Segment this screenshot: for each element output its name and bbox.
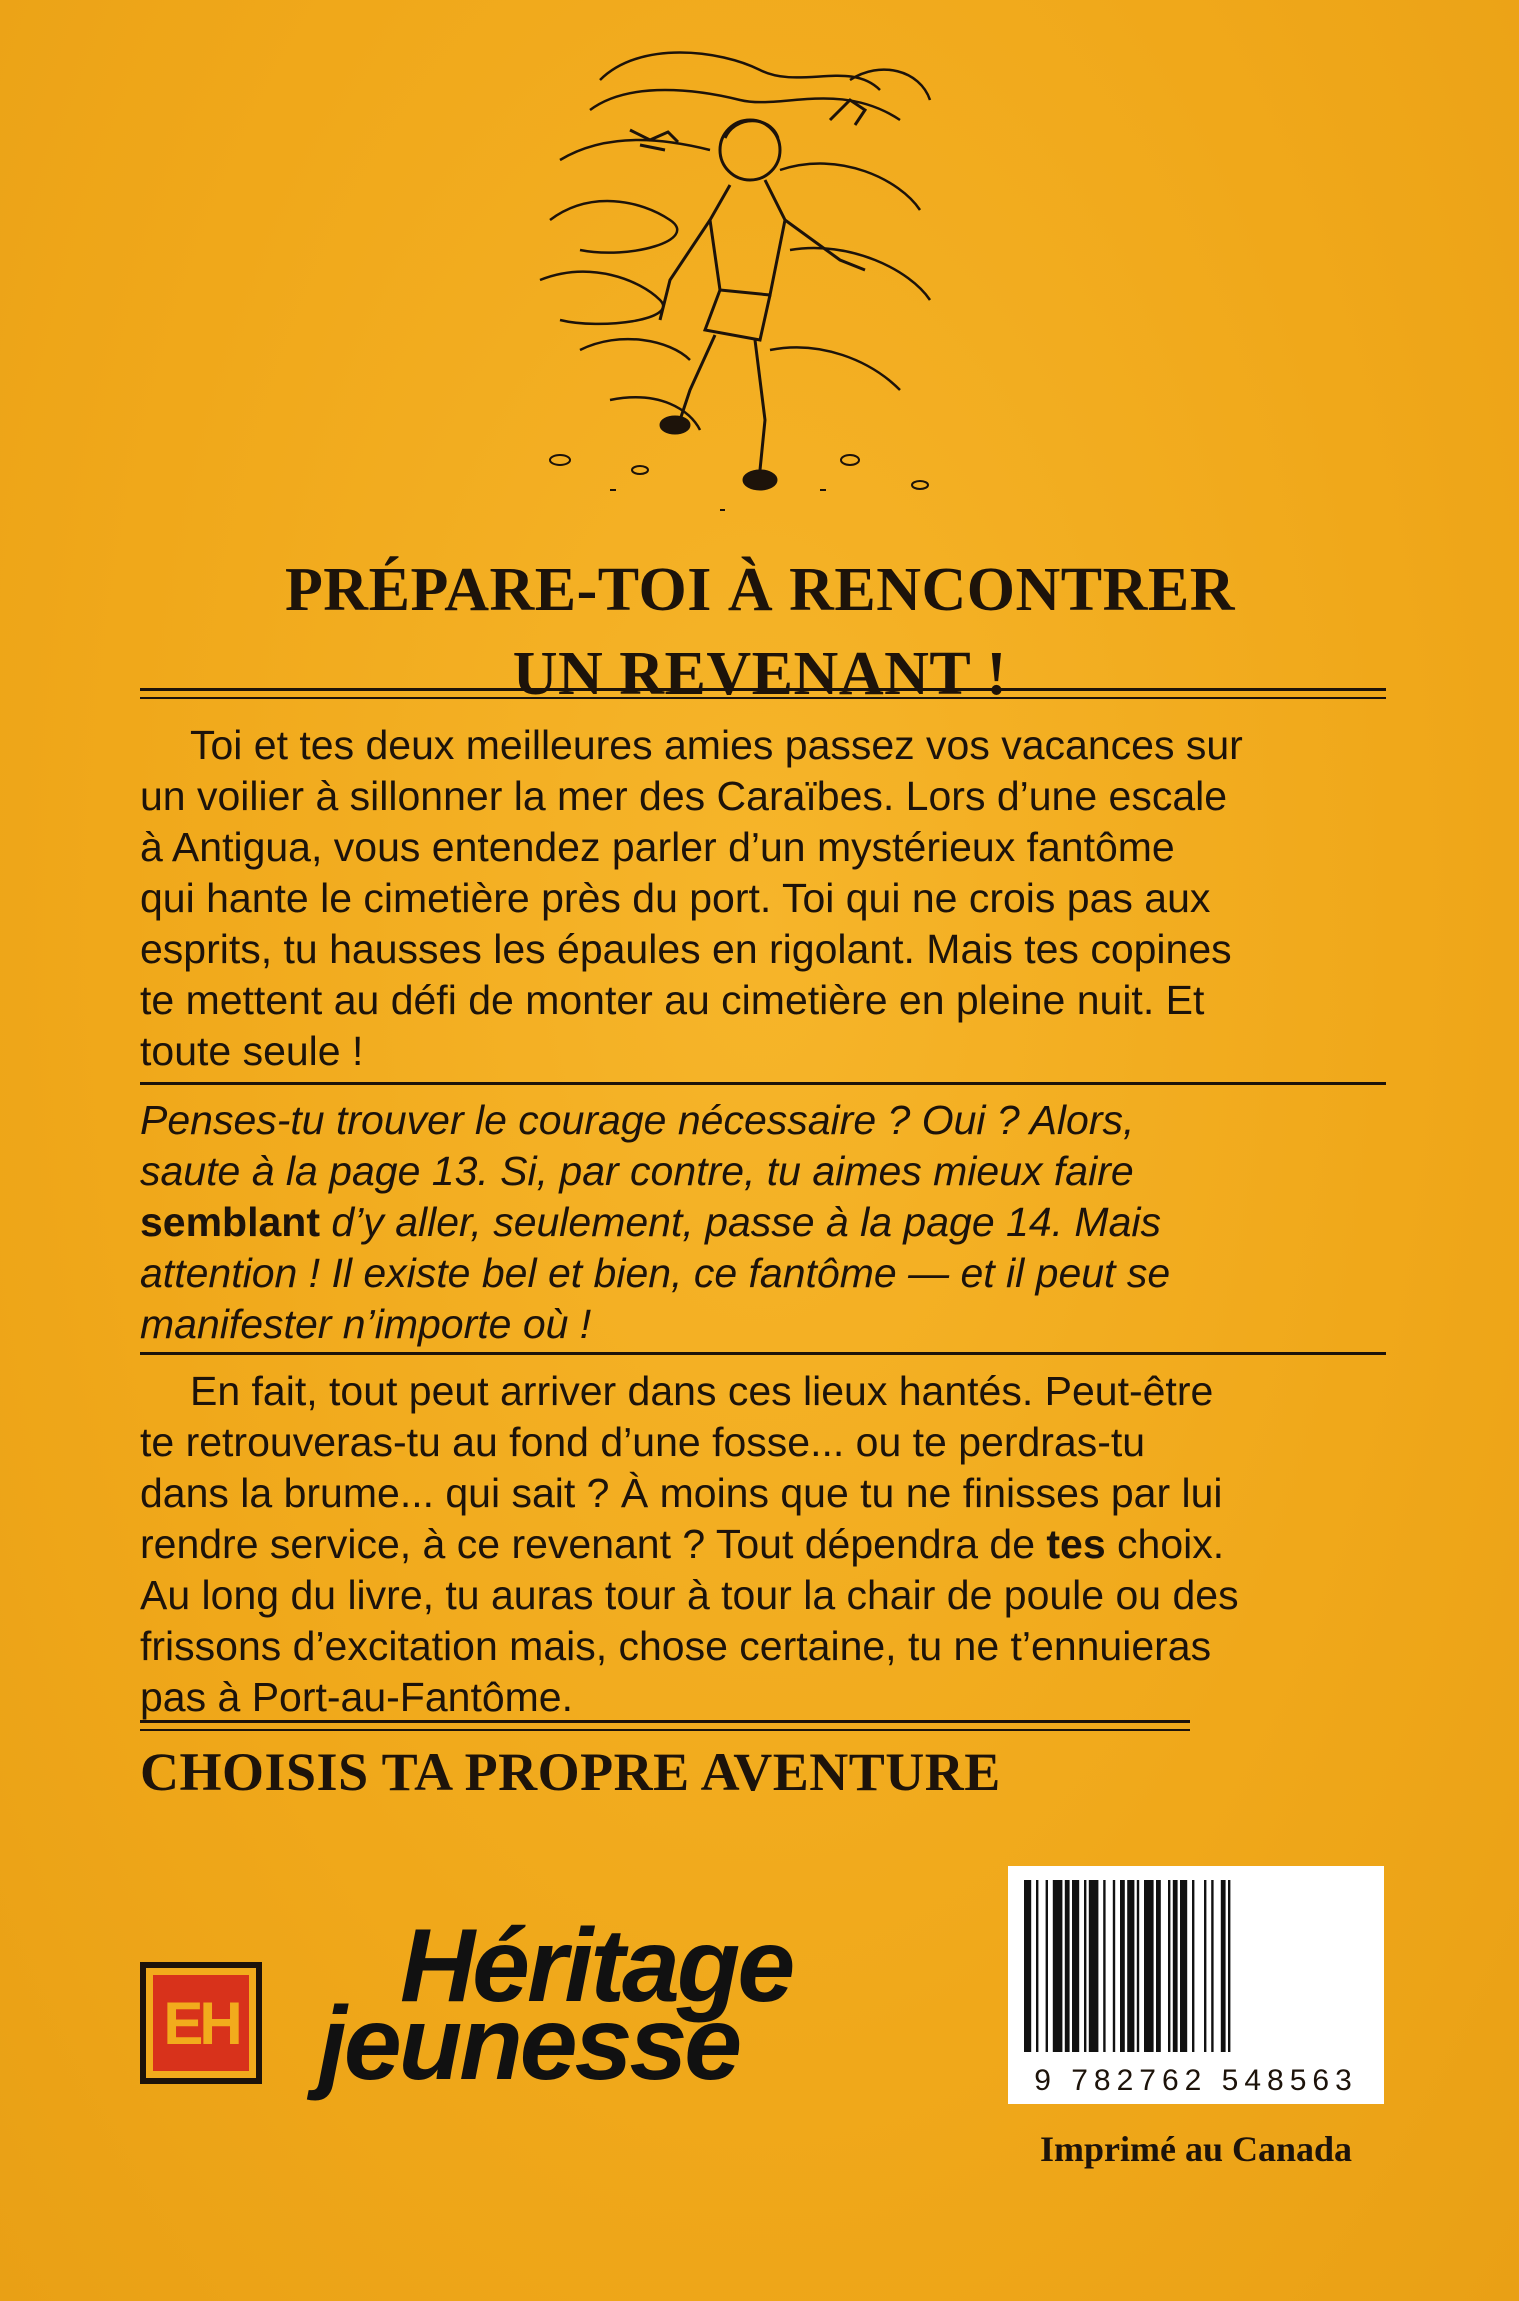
paragraph-line (140, 1197, 1386, 1248)
barcode-bar (1053, 1880, 1063, 2052)
paragraph-line (140, 1519, 1386, 1570)
headline-line-2: UN REVENANT ! (512, 640, 1008, 708)
barcode-bar (1024, 1880, 1031, 2052)
eh-logo-letters: EH (153, 1975, 249, 2071)
paragraph-line: manifester n’importe où ! (140, 1301, 592, 1347)
synopsis-paragraph-1 (140, 720, 1386, 1077)
barcode-bars (1022, 1880, 1370, 2052)
barcode-bar (1211, 1880, 1213, 2052)
barcode-bar (1156, 1880, 1161, 2052)
paragraph-line: à Antigua, vous entendez parler d’un mystérieux fantôme (140, 824, 1175, 870)
paragraph-line: frissons d’excitation mais, chose certaine, tu ne t’ennuieras (140, 1623, 1212, 1669)
barcode-bar (1127, 1880, 1134, 2052)
paragraph-line-rest: d’y aller, seulement, passe à la page 14. Mais (320, 1199, 1161, 1245)
barcode-bar (1120, 1880, 1125, 2052)
paragraph-divider-2 (140, 1352, 1386, 1355)
publisher-name-line-1: Héritage (400, 1908, 793, 2024)
barcode-bar (1084, 1880, 1086, 2052)
ghost-girl-illustration (520, 20, 960, 540)
barcode-bar (1192, 1880, 1194, 2052)
paragraph-line: esprits, tu hausses les épaules en rigolant. Mais tes copines (140, 926, 1232, 972)
paragraph-line: dans la brume... qui sait ? À moins que tu ne finisses par lui (140, 1470, 1223, 1516)
paragraph-line: un voilier à sillonner la mer des Caraïbes. Lors d’une escale (140, 773, 1228, 819)
barcode-bar (1137, 1880, 1139, 2052)
paragraph-line: Toi et tes deux meilleures amies passez vos vacances sur (190, 722, 1243, 768)
ghost-mist-swirls (540, 53, 930, 431)
imprint-note: Imprimé au Canada (1039, 2129, 1353, 2169)
barcode-bar (1103, 1880, 1105, 2052)
paragraph-line-start: rendre service, à ce revenant ? Tout dépendra de (140, 1521, 1047, 1567)
paragraph-line: attention ! Il existe bel et bien, ce fantôme — et il peut se (140, 1250, 1171, 1296)
paragraph-line: saute à la page 13. Si, par contre, tu aimes mieux faire (140, 1148, 1134, 1194)
synopsis-paragraph-2 (140, 1095, 1386, 1350)
paragraph-line: qui hante le cimetière près du port. Toi qui ne crois pas aux (140, 875, 1211, 921)
ground-pebbles (550, 455, 928, 510)
headline-divider (140, 688, 1386, 699)
paragraph-line: Au long du livre, tu auras tour à tour la chair de poule ou des (140, 1572, 1239, 1618)
paragraph-line: te retrouveras-tu au fond d’une fosse... ou te perdras-tu (140, 1419, 1146, 1465)
paragraph-line-end: choix. (1105, 1521, 1225, 1567)
synopsis-paragraph-3 (140, 1366, 1386, 1723)
barcode-bar (1046, 1880, 1048, 2052)
barcode-bar (1173, 1880, 1178, 2052)
barcode-number: 9 782762 548563 (1034, 2064, 1358, 2097)
barcode-bar (1204, 1880, 1206, 2052)
barcode-bar (1072, 1880, 1079, 2052)
series-divider (140, 1720, 1190, 1731)
girl-figure (660, 120, 865, 489)
emphasis-word: tes (1046, 1521, 1106, 1567)
paragraph-line: En fait, tout peut arriver dans ces lieux hantés. Peut-être (190, 1368, 1214, 1414)
publisher-eh-logo (140, 1962, 262, 2084)
paragraph-line: te mettent au défi de monter au cimetière en pleine nuit. Et (140, 977, 1205, 1023)
barcode-bar (1089, 1880, 1099, 2052)
isbn-barcode (1008, 1866, 1384, 2104)
paragraph-divider-1 (140, 1082, 1386, 1085)
barcode-bar (1221, 1880, 1226, 2052)
barcode-bar (1144, 1880, 1154, 2052)
headline-line-1: PRÉPARE-TOI À RENCONTRER (284, 556, 1236, 624)
barcode-bar (1113, 1880, 1115, 2052)
paragraph-line: toute seule ! (140, 1028, 364, 1074)
series-title: CHOISIS TA PROPRE AVENTURE (140, 1742, 1001, 1802)
barcode-bar (1228, 1880, 1230, 2052)
paragraph-line: pas à Port-au-Fantôme. (140, 1674, 573, 1720)
barcode-bar (1168, 1880, 1170, 2052)
publisher-name-line-2: jeunesse (318, 1986, 740, 2102)
emphasis-word: semblant (140, 1199, 320, 1245)
barcode-bar (1036, 1880, 1038, 2052)
publisher-wordmark (310, 1908, 793, 2102)
paragraph-line: Penses-tu trouver le courage nécessaire ? Oui ? Alors, (140, 1097, 1135, 1143)
barcode-bar (1180, 1880, 1187, 2052)
barcode-bar (1065, 1880, 1070, 2052)
